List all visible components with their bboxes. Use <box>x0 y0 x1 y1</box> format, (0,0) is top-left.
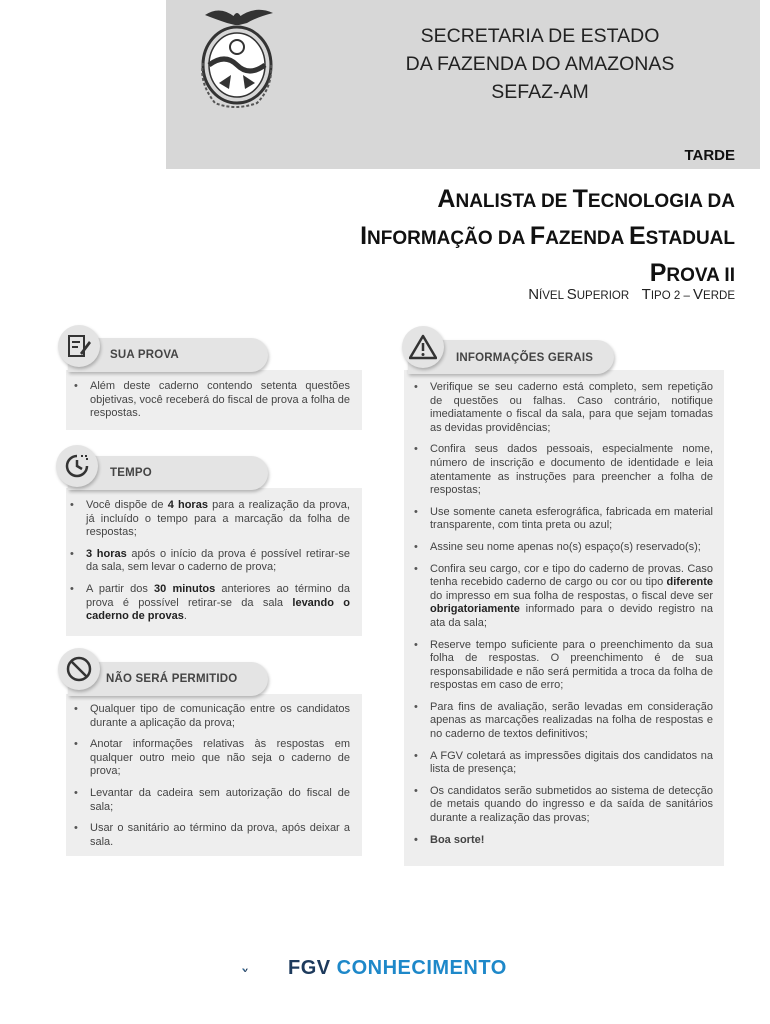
title-line3: PROVA II <box>649 259 735 287</box>
secretaria-line3: SEFAZ-AM <box>491 81 589 103</box>
turno-label: TARDE <box>684 147 735 164</box>
list-item: • Para fins de avaliação, serão levadas em consideração apenas as marcações realizadas na folha de respostas e no caderno de textos definitivos; <box>410 701 713 742</box>
list-item: • Use somente caneta esferográfica, fabricada em material transparente, com tinta preta ou azul; <box>410 506 713 533</box>
nao-permitido-list <box>70 703 350 857</box>
secretaria-heading <box>340 22 740 106</box>
list-item: • Os candidatos serão submetidos ao sistema de detecção de metais quando do ingresso e da saída de sanitários durante a realização das provas; <box>410 785 713 826</box>
list-item: • Confira seus dados pessoais, especialmente nome, número de inscrição e documento de identidade e leia atentamente as instruções para preencher a folha de respostas; <box>410 443 713 497</box>
secretaria-line2: DA FAZENDA DO AMAZONAS <box>405 53 675 75</box>
fgv-logo-icon <box>242 955 286 985</box>
tempo-tab <box>68 456 268 490</box>
sua-prova-list <box>70 380 350 429</box>
list-item: • 3 horas após o início da prova é possível retirar-se da sala, sem levar o caderno de prova; <box>66 548 350 575</box>
exam-title <box>175 182 735 293</box>
prohibited-icon <box>58 648 100 690</box>
tempo-list <box>66 499 350 632</box>
list-item: • Usar o sanitário ao término da prova, após deixar a sala. <box>70 822 350 849</box>
list-item: • Confira seu cargo, cor e tipo do caderno de provas. Caso tenha recebido caderno de cargo ou cor ou tipo diferente do impresso em sua folha de respostas, o fiscal deve ser obrigatoriamente informado para o devido registro na ata da sala; <box>410 563 713 631</box>
informacoes-title: INFORMAÇÕES GERAIS <box>456 352 594 364</box>
exam-subtitle: NÍVEL SUPERIOR TIPO 2 – VERDE <box>528 286 735 303</box>
pencil-paper-icon <box>58 325 100 367</box>
title-line1: ANALISTA DE TECNOLOGIA DA <box>437 185 735 213</box>
title-line2: INFORMAÇÃO DA FAZENDA ESTADUAL <box>360 222 735 250</box>
list-item: • Assine seu nome apenas no(s) espaço(s) reservado(s); <box>410 541 713 555</box>
tempo-title: TEMPO <box>110 467 152 479</box>
list-item: • Levantar da cadeira sem autorização do fiscal de sala; <box>70 787 350 814</box>
list-item: • Você dispõe de 4 horas para a realização da prova, já incluído o tempo para a marcação da folha de respostas; <box>66 499 350 540</box>
list-item: • Boa sorte! <box>410 834 713 848</box>
fgv-brand: FGV CONHECIMENTO <box>288 957 507 979</box>
sua-prova-title: SUA PROVA <box>110 349 179 361</box>
nao-permitido-title: NÃO SERÁ PERMITIDO <box>106 673 238 685</box>
list-item: • Verifique se seu caderno está completo, sem repetição de questões ou falhas. Caso contrário, notifique imediatamente o fiscal da sala, para que sejam tomadas as devidas providências; <box>410 381 713 435</box>
warning-icon <box>402 326 444 368</box>
list-item: • Reserve tempo suficiente para o preenchimento da sua folha de respostas. O preenchimento é de sua responsabilidade e não será permitida a troca da folha de respostas em caso de erro; <box>410 639 713 693</box>
informacoes-list <box>410 381 713 855</box>
clock-icon <box>56 445 98 487</box>
list-item: • Além deste caderno contendo setenta questões objetivas, você receberá do fiscal de prova a folha de respostas. <box>70 380 350 421</box>
list-item: • Qualquer tipo de comunicação entre os candidatos durante a aplicação da prova; <box>70 703 350 730</box>
amazonas-crest-icon <box>195 3 280 113</box>
secretaria-line1: SECRETARIA DE ESTADO <box>420 25 660 47</box>
list-item: • A partir dos 30 minutos anteriores ao término da prova é possível retirar-se da sala levando o caderno de provas. <box>66 583 350 624</box>
list-item: • Anotar informações relativas às respostas em qualquer outro meio que não seja o caderno de prova; <box>70 738 350 779</box>
list-item: • A FGV coletará as impressões digitais dos candidatos na lista de presença; <box>410 750 713 777</box>
